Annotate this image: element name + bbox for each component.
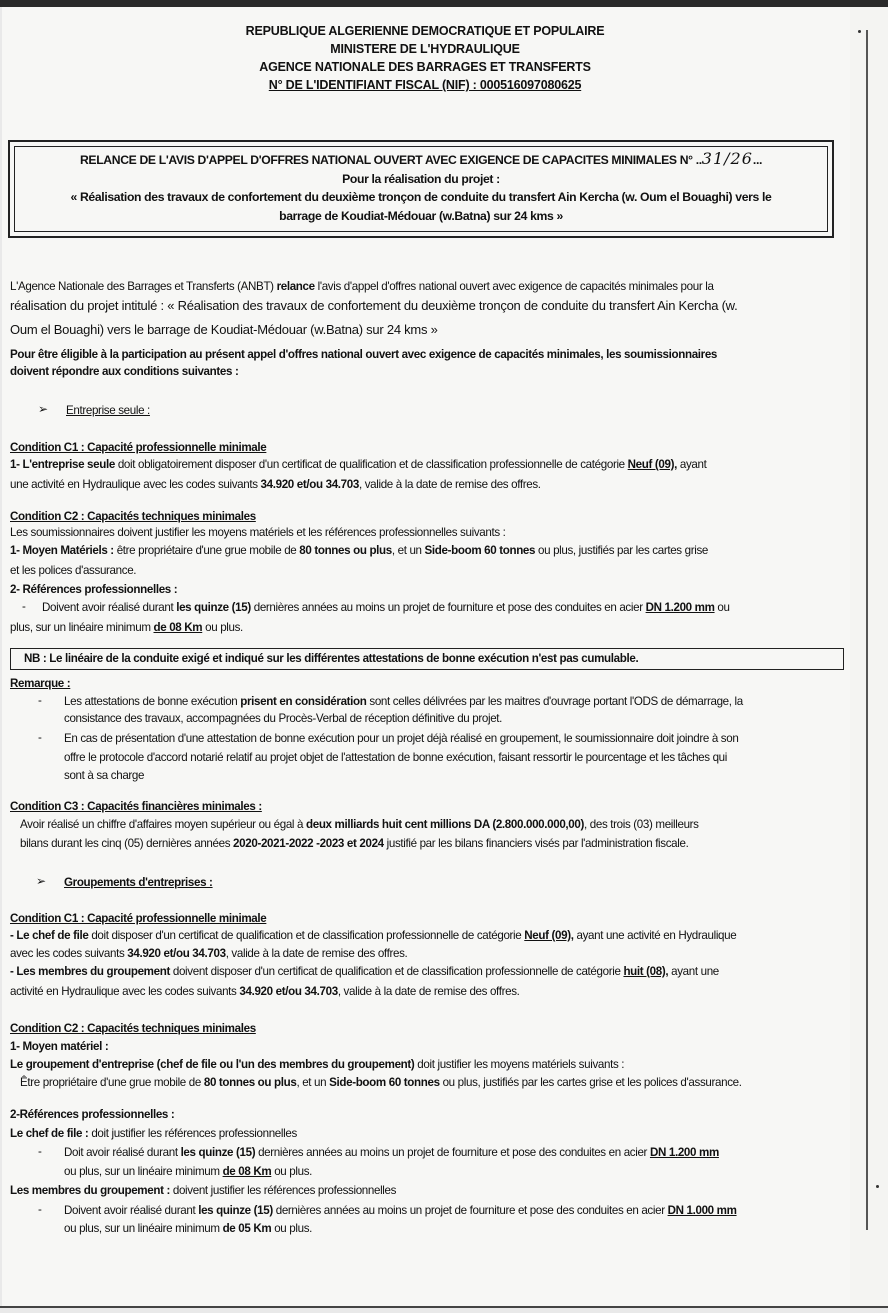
g-c1-line-4 [10,984,838,1000]
scan-speck [876,1185,879,1188]
dash-bullet-icon: - [38,731,42,744]
text-run-bold: prisent en considération [240,695,367,708]
g-c1-line-2 [10,946,838,962]
text-run: ou plus. [202,621,243,634]
c1-line-1 [10,457,838,473]
section-heading: Entreprise seule : [66,404,150,417]
c2-line-5 [42,600,838,616]
text-run-bold-underline: DN 1.200 mm [645,601,715,614]
text-run-bold: - Le chef de file [10,929,89,942]
text-run: , valide à la date de remise des offres. [337,985,520,998]
text-run-bold-underline: Neuf (09), [524,929,574,942]
remarque-1-line-2: consistance des travaux, accompagnées du Procès-Verbal de réception définitive du projet. [64,712,503,725]
text-run: , des trois (03) meilleurs [584,818,699,831]
c2-title: Condition C2 : Capacités techniques minimales [10,510,256,523]
handwritten-tender-number: 31/26 [701,149,753,168]
text-run: ou plus, sur un linéaire minimum [64,1165,223,1178]
text-run: ou plus, justifiés par les cartes grise [535,544,708,557]
remarque-2-line-1: En cas de présentation d'une attestation de bonne exécution pour un projet déjà réalisé en groupement, le soumissionnaire doit joindre à son [64,732,739,745]
c3-title: Condition C3 : Capacités financières minimales : [10,800,262,813]
text-run: doit disposer d'un certificat de qualification et de classification professionnelle de catégorie [88,929,525,942]
scan-right-border-line [866,30,868,1230]
text-run-bold: Le chef de file : [10,1127,89,1140]
text-run: ou plus. [271,1222,313,1235]
text-run-bold: 34.920 et/ou 34.703 [239,985,338,998]
text-run-bold: 34.920 et/ou 34.703 [260,478,359,491]
intro-line-3: Oum el Bouaghi) vers le barrage de Koudiat-Médouar (w.Batna) sur 24 kms » [10,322,438,337]
g-c2-line-9 [64,1203,838,1219]
header-ministry: MINISTERE DE L'HYDRAULIQUE [330,42,520,56]
text-run-bold: - Les membres du groupement [10,965,170,978]
text-run: ayant une activité en Hydraulique [573,929,737,942]
text-run: dernières années au moins un projet de fourniture et pose des conduites en acier [255,1146,650,1159]
text-run: avec les codes suivants [10,947,128,960]
g-c1-title: Condition C1 : Capacité professionnelle minimale [10,912,267,925]
text-run: , et un [391,544,425,557]
text-run: ou plus, justifiés par les cartes grise et les polices d'assurance. [439,1076,742,1089]
text-run: , valide à la date de remise des offres. [225,947,408,960]
remarque-2-line-3: sont à sa charge [64,769,145,782]
dash-bullet-icon: - [22,600,26,613]
text-run: Être propriétaire d'une grue mobile de [20,1076,204,1089]
g-c2-line-3 [20,1075,840,1091]
title-line-2: Pour la réalisation du projet : [342,171,500,186]
text-run-bold: deux milliards huit cent millions DA (2.800.000.000,00) [306,818,585,831]
text-run: Doivent avoir réalisé durant [64,1204,199,1217]
scan-bottom-edge [0,1306,888,1308]
title-suffix: ... [752,153,763,167]
c2-line-6 [10,620,838,636]
dash-bullet-icon: - [38,694,42,707]
c2-line-1: Les soumissionnaires doivent justifier les moyens matériels et les références professionnelles suivants : [10,526,506,539]
arrow-bullet-icon: ➢ [36,874,47,888]
c2-line-4: 2- Références professionnelles : [10,583,178,596]
intro-line-4: Pour être éligible à la participation au présent appel d'offres national ouvert avec exigence de capacités minimales, les soumissionnaires [10,348,718,361]
remarque-title: Remarque : [10,677,71,690]
text-run: une activité en Hydraulique avec les codes suivants [10,478,261,491]
text-run: sont celles délivrées par les maitres d'ouvrage portant l'ODS de démarrage, la [366,695,743,708]
g-c2-line-5 [10,1126,838,1142]
text-run-bold-underline: DN 1.200 mm [649,1146,719,1159]
text-run-bold: 34.920 et/ou 34.703 [127,947,226,960]
section-heading: Groupements d'entreprises : [64,876,213,889]
text-run-bold: les quinze (15) [176,601,251,614]
text-run: doivent justifier les références professionnelles [169,1184,397,1197]
g-c2-line-2 [10,1057,838,1073]
text-run: activité en Hydraulique avec les codes suivants [10,985,240,998]
title-line-3: « Réalisation des travaux de confortement du deuxième tronçon de conduite du transfert Ain Kercha (w. Oum el Bouaghi) vers le [70,190,772,204]
text-run: ou plus, sur un linéaire minimum [64,1222,223,1235]
text-run: dernières années au moins un projet de fourniture et pose des conduites en acier [250,601,646,614]
text-run-bold-underline: Neuf (09), [627,458,677,471]
title-line-4: barrage de Koudiat-Médouar (w.Batna) sur 24 kms » [279,208,563,223]
text-run: doit justifier les références professionnelles [88,1127,297,1140]
g-c2-line-10 [64,1221,838,1237]
text-run-bold: Les membres du groupement : [10,1184,170,1197]
text-run: Avoir réalisé un chiffre d'affaires moyen supérieur ou égal à [20,818,306,831]
nb-note: NB : Le linéaire de la conduite exigé et indiqué sur les différentes attestations de bonne exécution n'est pas cumulable. [24,652,639,665]
text-run-bold: 1- L'entreprise seule [10,458,115,471]
text-run-bold-underline: huit (08), [623,965,669,978]
text-run-bold: 80 tonnes ou plus [299,544,392,557]
text-run: , et un [296,1076,330,1089]
arrow-bullet-icon: ➢ [38,402,49,416]
text-run: dernières années au moins un projet de fourniture et pose des conduites en acier [272,1204,668,1217]
dash-bullet-icon: - [38,1145,42,1158]
g-c2-line-7 [64,1164,838,1180]
text-run: ou plus. [271,1165,313,1178]
section-entreprise-seule [66,403,366,419]
remarque-1-line-1 [64,694,838,710]
text-run: ayant [676,458,707,471]
text-run-bold: les quinze (15) [198,1204,273,1217]
text-run-bold: 1- Moyen Matériels : [10,544,114,557]
text-run-bold: les quinze (15) [180,1146,256,1159]
text-run-bold: de 05 Km [222,1222,272,1235]
header-republic: REPUBLIQUE ALGERIENNE DEMOCRATIQUE ET POPULAIRE [245,24,605,38]
title-prefix: RELANCE DE L'AVIS D'APPEL D'OFFRES NATIONAL OUVERT AVEC EXIGENCE DE CAPACITES MINIMALES N° .. [79,153,702,167]
g-c2-line-8 [10,1183,838,1199]
c2-line-2 [10,543,838,559]
title-block [12,150,830,225]
g-c2-line-4: 2-Références professionnelles : [10,1108,175,1121]
c3-line-1 [20,817,840,833]
text-run: bilans durant les cinq (05) dernières années [20,837,234,850]
text-run: plus, sur un linéaire minimum [10,621,154,634]
intro-line-1 [10,279,838,295]
g-c2-line-6 [64,1145,838,1161]
dash-bullet-icon: - [38,1203,42,1216]
text-run: Doivent avoir réalisé durant [42,601,177,614]
c1-line-2 [10,477,838,493]
intro-line-5: doivent répondre aux conditions suivantes : [10,365,239,378]
section-groupements [64,875,364,891]
text-run: être propriétaire d'une grue mobile de [113,544,300,557]
text-run: Doit avoir réalisé durant [64,1146,181,1159]
text-run: L'Agence Nationale des Barrages et Transferts (ANBT) [10,280,277,293]
document-header [0,22,850,94]
text-run-bold-underline: de 08 Km [222,1165,272,1178]
text-run: doit obligatoirement disposer d'un certificat de qualification et de classification professionnelle de catégorie [114,458,628,471]
remarque-2-line-2: offre le protocole d'accord notarié relatif au projet objet de l'attestation de bonne exécution, faisant ressortir le pourcentage et les tâches qui [64,751,727,764]
text-run: , valide à la date de remise des offres. [358,478,541,491]
text-run-bold-underline: DN 1.000 mm [667,1204,737,1217]
intro-line-2: réalisation du projet intitulé : « Réalisation des travaux de confortement du deuxième tronçon de conduite du transfert Ain Kercha (w. [10,298,738,313]
text-run-bold: 80 tonnes ou plus [203,1076,297,1089]
text-run: Les attestations de bonne exécution [64,695,241,708]
c2-line-3: et les polices d'assurance. [10,564,137,577]
header-nif: N° DE L'IDENTIFIANT FISCAL (NIF) : 000516097080625 [268,78,582,92]
text-run-bold: Le groupement d'entreprise (chef de file ou l'un des membres du groupement) [10,1058,415,1071]
text-run: ou [714,601,730,614]
scan-right-margin [850,7,888,1307]
c1-title: Condition C1 : Capacité professionnelle minimale [10,441,267,454]
text-run-bold: Side-boom 60 tonnes [329,1076,440,1089]
g-c1-line-3 [10,964,838,980]
g-c2-line-1: 1- Moyen matériel : [10,1040,109,1053]
text-run: justifié par les bilans financiers visés par l'administration fiscale. [383,837,689,850]
scan-top-edge [0,0,888,7]
scan-speck [858,30,861,33]
title-line-1 [12,150,830,170]
text-run: doit justifier les moyens matériels suivants : [414,1058,625,1071]
text-run: l'avis d'appel d'offres national ouvert avec exigence de capacités minimales pour la [314,280,714,293]
g-c2-title: Condition C2 : Capacités techniques minimales [10,1022,256,1035]
g-c1-line-1 [10,928,838,944]
text-run: doivent disposer d'un certificat de qualification et de classification professionnelle de catégorie [169,965,624,978]
header-agency: AGENCE NATIONALE DES BARRAGES ET TRANSFERTS [259,60,591,74]
text-run-bold-underline: de 08 Km [153,621,203,634]
text-run-bold: Side-boom 60 tonnes [424,544,536,557]
text-run: ayant une [668,965,719,978]
c3-line-2 [20,836,840,852]
text-run-bold: relance [276,280,315,293]
text-run-bold: 2020-2021-2022 -2023 et 2024 [233,837,384,850]
